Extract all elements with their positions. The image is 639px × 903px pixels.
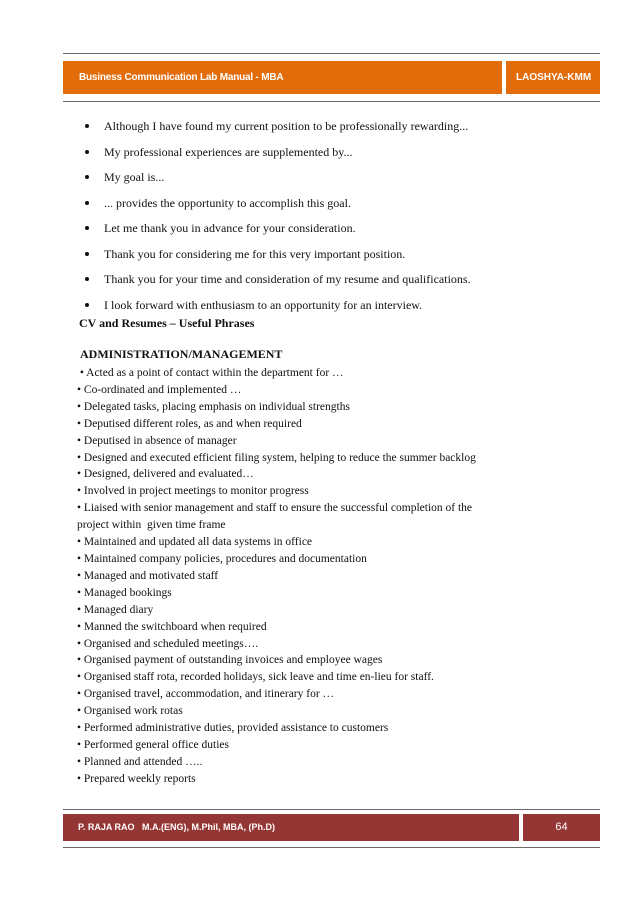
phrase-line: • Deputised different roles, as and when required (77, 417, 302, 430)
phrase-line: • Performed general office duties (77, 738, 229, 751)
list-item-text: Although I have found my current position to be professionally rewarding... (104, 119, 469, 133)
phrase-line: • Acted as a point of contact within the department for … (77, 367, 344, 379)
list-item-text: ... provides the opportunity to accomplish this goal. (104, 195, 351, 210)
phrase-line: • Managed and motivated staff (77, 569, 219, 582)
page-footer (63, 814, 600, 841)
phrase-line: • Liaised with senior management and staff to ensure the successful completion of the (77, 502, 473, 515)
bullet-icon (85, 150, 89, 154)
phrase-line: • Performed administrative duties, provided assistance to customers (77, 722, 389, 735)
phrase-line: • Involved in project meetings to monitor progress (77, 485, 309, 498)
phrase-line: • Designed, delivered and evaluated… (77, 468, 254, 481)
phrase-line: • Designed and executed efficient filing system, helping to reduce the summer backlog (77, 451, 476, 464)
bullet-icon (85, 277, 89, 281)
phrase-line: • Planned and attended ….. (77, 755, 203, 768)
phrase-line: • Organised payment of outstanding invoices and employee wages (77, 654, 383, 667)
list-item-text: Thank you for considering me for this very important position. (104, 246, 406, 261)
header-bottom-rule (63, 101, 600, 102)
list-item (80, 142, 471, 168)
phrase-line: • Maintained company policies, procedures and documentation (77, 552, 367, 565)
header-brand: LAOSHYA-KMM (506, 61, 600, 94)
section-heading: CV and Resumes – Useful Phrases (79, 316, 255, 330)
footer-bottom-rule (63, 847, 600, 848)
list-item (80, 218, 471, 244)
list-item (80, 269, 471, 295)
phrase-line: • Prepared weekly reports (77, 772, 196, 785)
list-item-text: My professional experiences are supplemented by... (104, 144, 353, 159)
bullet-icon (85, 303, 89, 307)
bullet-icon (85, 226, 89, 230)
footer-author: P. RAJA RAO M.A.(ENG), M.Phil, MBA, (Ph.D) (63, 814, 519, 841)
page-header (63, 61, 600, 94)
phrase-line: project within given time frame (77, 519, 226, 532)
bullet-icon (85, 201, 89, 205)
phrase-line: • Organised and scheduled meetings…. (77, 637, 259, 650)
header-title: Business Communication Lab Manual - MBA (63, 61, 502, 94)
phrase-line: • Organised work rotas (77, 705, 183, 718)
list-item (80, 193, 471, 219)
phrase-line: • Organised staff rota, recorded holidays, sick leave and time en-lieu for staff. (77, 671, 434, 684)
bullet-icon (85, 124, 89, 128)
subheading: ADMINISTRATION/MANAGEMENT (80, 347, 283, 361)
bullet-icon (85, 175, 89, 179)
list-item-text: I look forward with enthusiasm to an opportunity for an interview. (104, 297, 423, 312)
list-item-text: Let me thank you in advance for your consideration. (104, 221, 356, 235)
phrase-line: • Managed bookings (77, 586, 172, 599)
phrase-line: • Maintained and updated all data systems in office (77, 536, 313, 549)
page-number: 64 (523, 814, 600, 841)
phrase-line: • Co-ordinated and implemented … (77, 383, 242, 396)
phrase-line: • Organised travel, accommodation, and itinerary for … (77, 688, 335, 701)
bullet-icon (85, 252, 89, 256)
closing-phrases-list (80, 116, 471, 320)
phrase-line: • Delegated tasks, placing emphasis on individual strengths (77, 400, 350, 413)
list-item-text: Thank you for your time and consideration of my resume and qualifications. (104, 272, 471, 286)
phrase-line: • Managed diary (77, 603, 154, 616)
list-item (80, 167, 471, 193)
list-item-text: My goal is... (104, 170, 165, 184)
list-item (80, 244, 471, 270)
phrase-line: • Manned the switchboard when required (77, 620, 267, 633)
phrases-block (77, 365, 547, 788)
list-item (80, 116, 471, 142)
phrase-line: • Deputised in absence of manager (77, 434, 237, 447)
footer-top-rule (63, 809, 600, 810)
header-top-rule (63, 53, 600, 54)
